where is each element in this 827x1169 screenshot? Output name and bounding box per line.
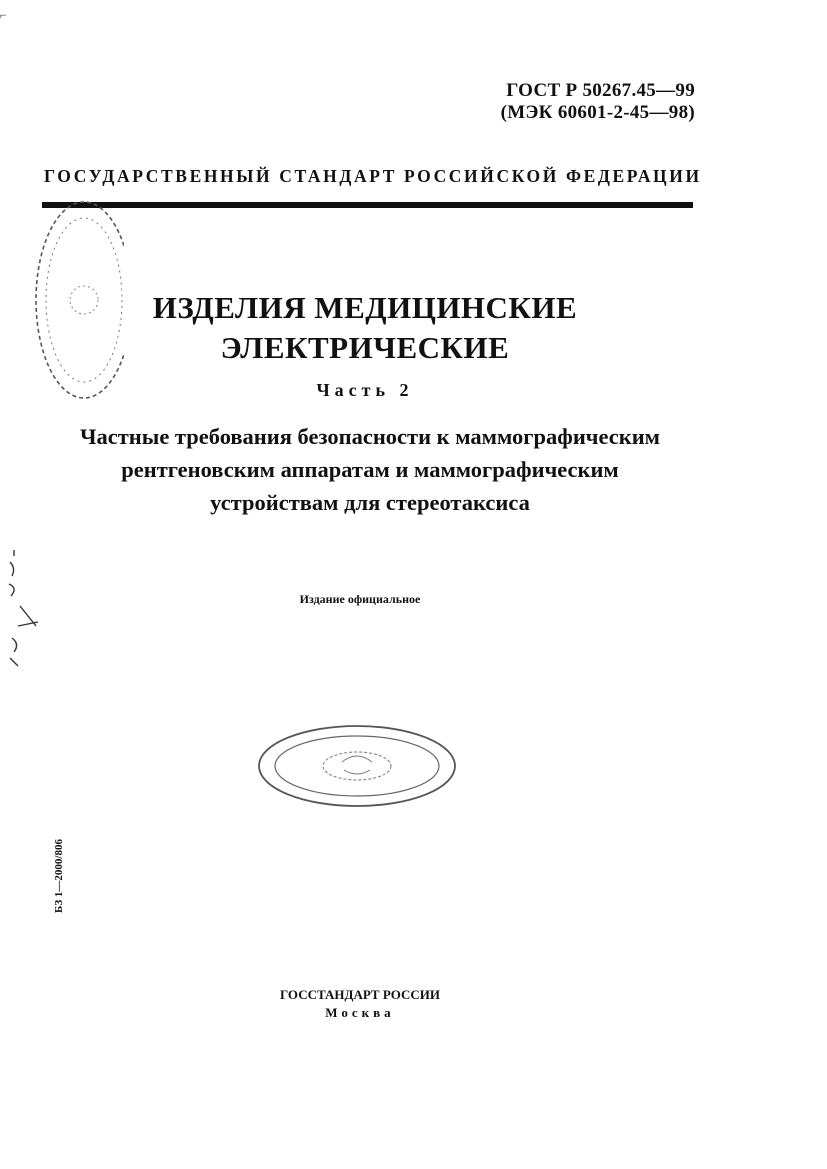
document-title <box>150 288 580 368</box>
subtitle-line-2: рентгеновским аппаратам и маммографическим <box>121 457 619 482</box>
subtitle-line-1: Частные требования безопасности к маммографическим <box>79 424 660 449</box>
title-line-1: ИЗДЕЛИЯ МЕДИЦИНСКИЕ <box>152 290 578 325</box>
publisher-name: ГОССТАНДАРТ РОССИИ <box>279 987 440 1002</box>
publisher-block <box>230 986 490 1022</box>
corner-scan-mark: ⌐ <box>0 8 7 22</box>
edition-label: Издание официальное <box>299 592 421 606</box>
title-line-2: ЭЛЕКТРИЧЕСКИЕ <box>220 330 510 365</box>
publisher-city: Москва <box>325 1005 395 1020</box>
oval-stamp <box>254 720 460 812</box>
handwritten-margin-note <box>6 548 40 668</box>
document-subtitle <box>30 420 710 519</box>
header-rule <box>42 202 693 208</box>
iec-number: (МЭК 60601-2-45—98) <box>500 102 695 123</box>
subtitle-line-3: устройствам для стереотаксиса <box>210 490 530 515</box>
side-registration-code: БЗ 1—2000/806 <box>52 839 65 913</box>
gost-number: ГОСТ Р 50267.45—99 <box>506 80 695 101</box>
gost-code-block <box>501 80 695 124</box>
part-label: Часть 2 <box>316 380 414 400</box>
state-standard-heading: ГОСУДАРСТВЕННЫЙ СТАНДАРТ РОССИЙСКОЙ ФЕДЕРАЦИИ <box>44 166 702 186</box>
round-stamp <box>22 196 124 404</box>
